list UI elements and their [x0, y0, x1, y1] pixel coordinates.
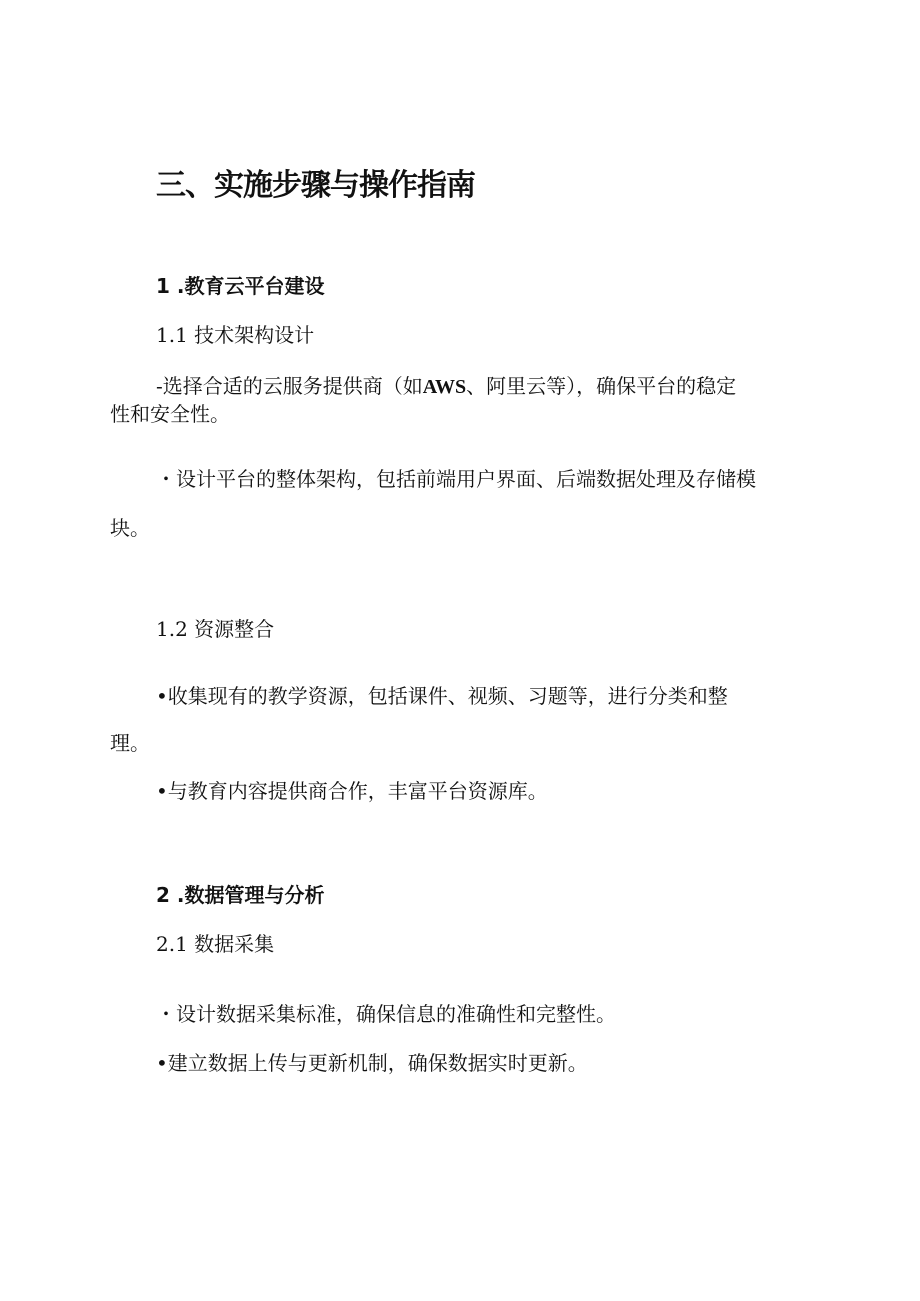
subsection-heading-2-1: 2.1 数据采集: [156, 932, 275, 956]
subsection-heading-1-1: 1.1 技术架构设计: [156, 323, 315, 347]
paragraph-architecture-line2: 块。: [110, 516, 150, 540]
paragraph-architecture-line1: ・设计平台的整体架构，包括前端用户界面、后端数据处理及存储模: [156, 467, 756, 491]
paragraph-resources-line1: •收集现有的教学资源，包括课件、视频、习题等，进行分类和整: [156, 684, 728, 708]
subsection-heading-1-2: 1.2 资源整合: [156, 617, 275, 641]
page-title: 三、实施步骤与操作指南: [156, 168, 475, 203]
paragraph-cloud-provider-bold: AWS: [422, 376, 467, 398]
paragraph-resources-line2: 理。: [110, 731, 150, 755]
paragraph-cloud-provider-pre: -选择合适的云服务提供商（如: [156, 374, 423, 398]
paragraph-cloud-provider-line1: [156, 371, 736, 402]
paragraph-cloud-provider-post: 、阿里云等），确保平台的稳定: [466, 374, 737, 398]
paragraph-data-standard: ・设计数据采集标准，确保信息的准确性和完整性。: [156, 1002, 616, 1026]
paragraph-partners: •与教育内容提供商合作，丰富平台资源库。: [156, 779, 548, 803]
section-heading-2: 2 .数据管理与分析: [156, 883, 325, 907]
paragraph-cloud-provider-line2: 性和安全性。: [110, 402, 230, 426]
paragraph-data-upload: •建立数据上传与更新机制，确保数据实时更新。: [156, 1051, 588, 1075]
section-heading-1: 1 .教育云平台建设: [156, 274, 325, 298]
